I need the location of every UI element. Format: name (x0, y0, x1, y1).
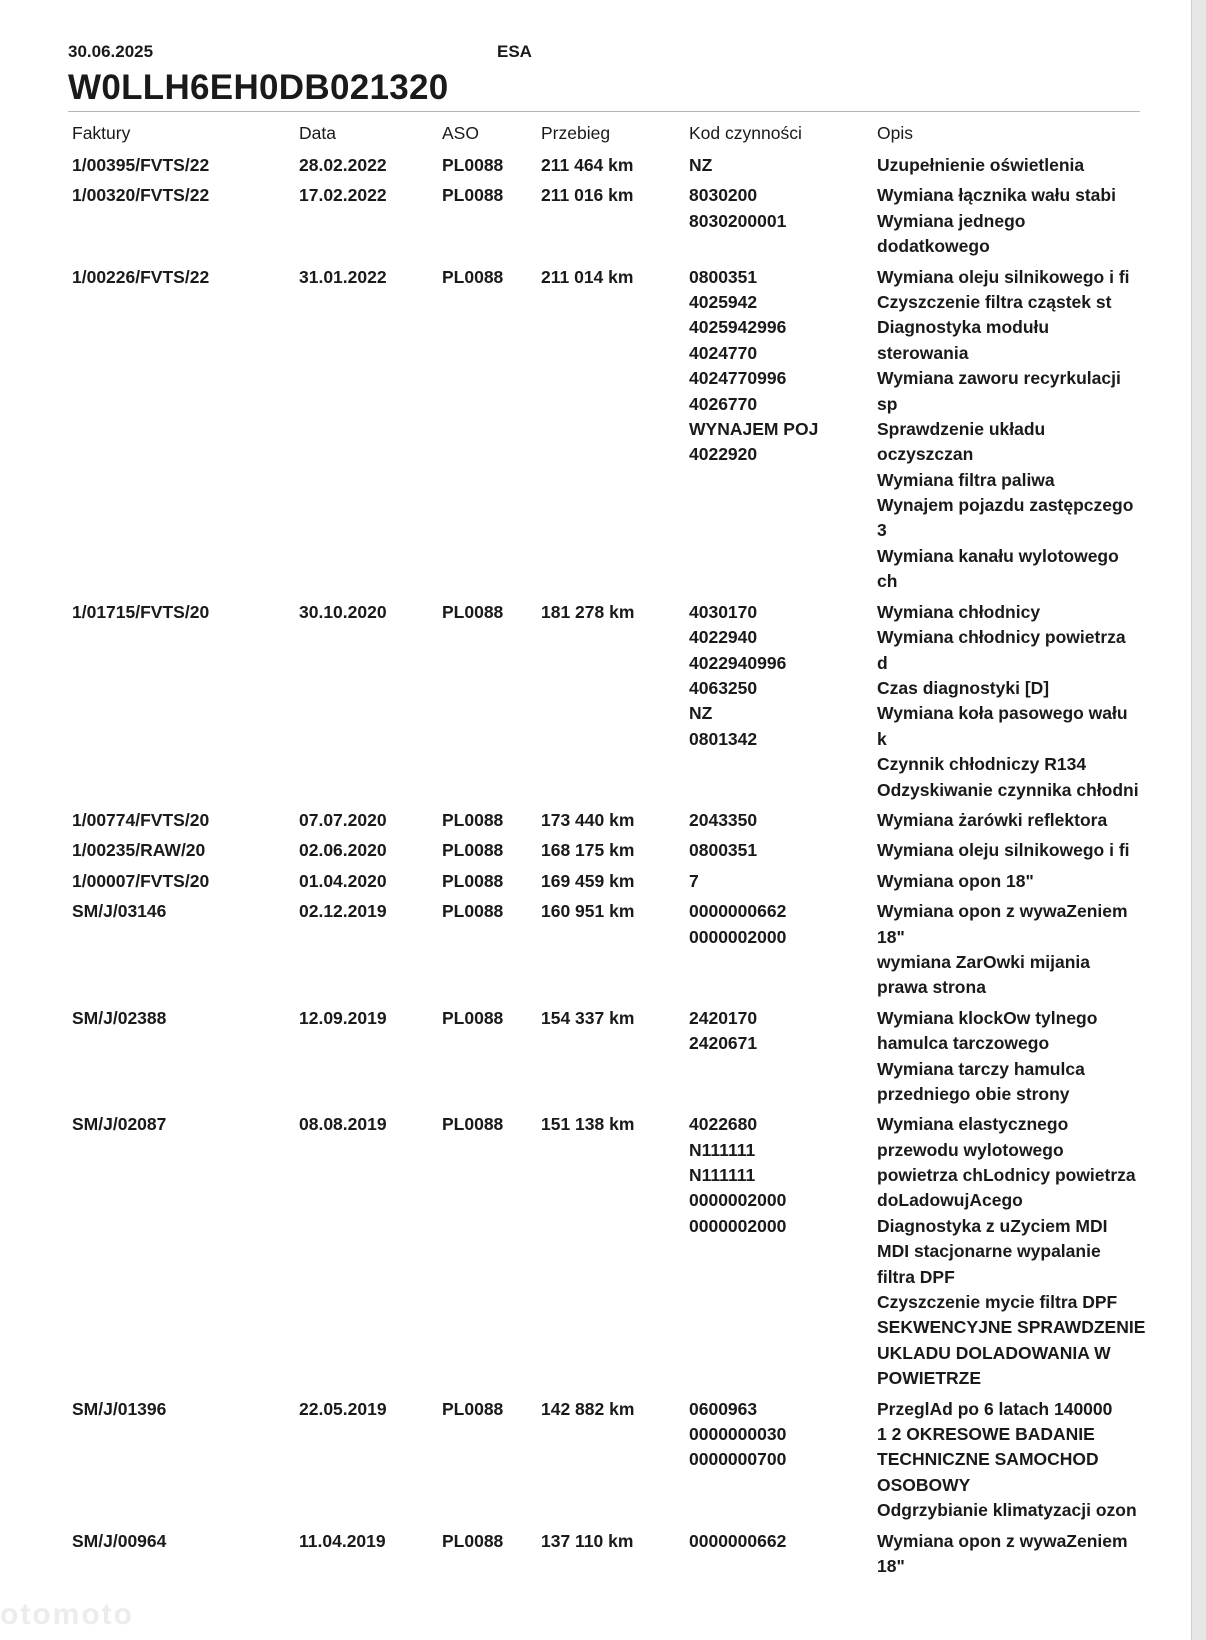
operation-code: WYNAJEM POJ (689, 418, 819, 439)
invoice-number: 1/00320/FVTS/22 (72, 185, 210, 206)
invoice-number: 1/00007/FVTS/20 (72, 870, 210, 891)
description-line: OSOBOWY (877, 1474, 971, 1495)
operation-code: 0000002000 (689, 926, 787, 947)
operation-code: 2420170 (689, 1007, 758, 1028)
operation-code: 4024770 (689, 342, 758, 363)
operation-code: 2420671 (689, 1033, 758, 1054)
operation-codes (689, 600, 786, 752)
table-row (0, 1112, 1192, 1396)
operation-code: 4030170 (689, 601, 758, 622)
mileage: 137 110 km (541, 1530, 634, 1551)
mileage: 168 175 km (541, 840, 635, 861)
operation-code: 8030200001 (689, 210, 787, 231)
operation-codes (689, 838, 757, 863)
column-header-date: Data (299, 123, 336, 143)
operation-code: 0000000030 (689, 1424, 787, 1445)
operation-code: 0000000662 (689, 901, 787, 922)
description-line: Wymiana jednego (877, 210, 1026, 231)
operation-codes (689, 899, 786, 950)
operation-description (877, 808, 1107, 833)
description-line: filtra DPF (877, 1266, 955, 1287)
table-row (0, 838, 1192, 868)
operation-description (877, 600, 1139, 803)
invoice-number: 1/00774/FVTS/20 (72, 809, 210, 830)
column-header-description: Opis (877, 123, 913, 143)
mileage: 211 464 km (541, 155, 634, 175)
operation-code: 4025942996 (689, 317, 787, 338)
column-header-invoices: Faktury (72, 123, 131, 143)
operation-description (877, 869, 1034, 894)
operation-description (877, 183, 1116, 259)
operation-code: 0800351 (689, 840, 758, 861)
page-edge (1192, 0, 1206, 1640)
invoice-number: 1/00395/FVTS/22 (72, 155, 210, 175)
description-line: Sprawdzenie układu (877, 418, 1046, 439)
service-date: 11.04.2019 (299, 1530, 386, 1551)
description-line: d (877, 652, 888, 673)
description-line: 18" (877, 1556, 905, 1577)
description-line: k (877, 728, 887, 749)
operation-code: 4022680 (689, 1114, 758, 1135)
dealer-code: PL0088 (442, 1007, 504, 1028)
dealer-code: PL0088 (442, 185, 504, 206)
table-row (0, 1006, 1192, 1113)
invoice-number: 1/00235/RAW/20 (72, 840, 206, 861)
description-line: PrzeglAd po 6 latach 140000 (877, 1398, 1113, 1419)
invoice-number: SM/J/02388 (72, 1007, 167, 1028)
mileage: 173 440 km (541, 809, 635, 830)
table-row (0, 899, 1192, 1006)
header-divider (68, 111, 1140, 112)
mileage: 181 278 km (541, 601, 635, 622)
column-header-codes: Kod czynności (689, 123, 802, 143)
operation-code: 0600963 (689, 1398, 758, 1419)
operation-codes (689, 869, 699, 894)
description-line: sp (877, 393, 898, 414)
description-line: Wymiana żarówki reflektora (877, 809, 1108, 830)
dealer-code: PL0088 (442, 809, 504, 830)
description-line: przewodu wylotowego (877, 1139, 1064, 1160)
operation-code: 0000002000 (689, 1215, 787, 1236)
service-date: 30.10.2020 (299, 601, 387, 622)
service-date: 17.02.2022 (299, 185, 387, 206)
dealer-code: PL0088 (442, 840, 504, 861)
dealer-code: PL0088 (442, 266, 504, 287)
description-line: 1 2 OKRESOWE BADANIE (877, 1424, 1095, 1445)
invoice-number: SM/J/01396 (72, 1398, 167, 1419)
operation-code: 0000002000 (689, 1190, 787, 1211)
description-line: hamulca tarczowego (877, 1033, 1050, 1054)
description-line: Odgrzybianie klimatyzacji ozon (877, 1500, 1137, 1521)
description-line: przedniego obie strony (877, 1083, 1070, 1104)
operation-code: 4022940 (689, 627, 758, 648)
operation-codes (689, 1397, 786, 1473)
description-line: Wymiana koła pasowego wału (877, 703, 1128, 724)
description-line: Wymiana tarczy hamulca (877, 1058, 1085, 1079)
operation-description (877, 1529, 1128, 1580)
description-line: sterowania (877, 342, 969, 363)
description-line: UKLADU DOLADOWANIA W (877, 1342, 1111, 1363)
service-date: 08.08.2019 (299, 1114, 387, 1135)
table-row (0, 1397, 1192, 1529)
description-line: Wymiana opon 18" (877, 870, 1034, 891)
description-line: doLadowujAcego (877, 1190, 1023, 1211)
operation-description (877, 153, 1084, 178)
dealer-code: PL0088 (442, 1398, 504, 1419)
report-source-label: ESA (497, 42, 532, 61)
description-line: Wymiana opon z wywaZeniem (877, 1530, 1128, 1551)
operation-description (877, 1397, 1137, 1524)
operation-codes (689, 265, 818, 468)
service-history-table (0, 121, 1192, 1585)
description-line: Wymiana opon z wywaZeniem (877, 901, 1128, 922)
service-date: 02.12.2019 (299, 901, 387, 922)
mileage: 160 951 km (541, 901, 635, 922)
operation-description (877, 265, 1133, 595)
dealer-code: PL0088 (442, 901, 504, 922)
operation-code: 4026770 (689, 393, 758, 414)
description-line: Diagnostyka modułu (877, 317, 1050, 338)
operation-code: N111111 (689, 1165, 756, 1186)
description-line: Wymiana filtra paliwa (877, 469, 1055, 490)
operation-code: N111111 (689, 1139, 756, 1160)
description-line: Wymiana zaworu recyrkulacji (877, 368, 1121, 389)
dealer-code: PL0088 (442, 1530, 504, 1551)
mileage: 169 459 km (541, 870, 635, 891)
description-line: Wymiana elastycznego (877, 1114, 1069, 1135)
description-line: Wymiana oleju silnikowego i fi (877, 266, 1130, 287)
operation-code: 0000000662 (689, 1530, 787, 1551)
operation-code: 7 (689, 870, 699, 891)
description-line: Diagnostyka z uZyciem MDI (877, 1215, 1108, 1236)
mileage: 151 138 km (541, 1114, 635, 1135)
operation-code: 0801342 (689, 728, 758, 749)
table-row (0, 153, 1192, 183)
mileage: 154 337 km (541, 1007, 635, 1028)
description-line: Uzupełnienie oświetlenia (877, 155, 1085, 175)
description-line: Wymiana chłodnicy powietrza (877, 627, 1126, 648)
dealer-code: PL0088 (442, 1114, 504, 1135)
service-date: 02.06.2020 (299, 840, 387, 861)
operation-code: 4022920 (689, 444, 758, 465)
operation-description (877, 838, 1130, 863)
operation-description (877, 899, 1128, 1001)
service-date: 07.07.2020 (299, 809, 387, 830)
description-line: oczyszczan (877, 444, 974, 465)
description-line: dodatkowego (877, 236, 990, 257)
operation-code: 8030200 (689, 185, 758, 206)
description-line: MDI stacjonarne wypalanie (877, 1241, 1101, 1262)
description-line: powietrza chLodnicy powietrza (877, 1165, 1136, 1186)
operation-codes (689, 1112, 786, 1239)
column-header-aso: ASO (442, 123, 479, 143)
table-header (0, 121, 1192, 153)
invoice-number: 1/00226/FVTS/22 (72, 266, 210, 287)
table-row (0, 1529, 1192, 1585)
service-date: 12.09.2019 (299, 1007, 387, 1028)
operation-codes (689, 808, 757, 833)
description-line: Wymiana oleju silnikowego i fi (877, 840, 1130, 861)
description-line: SEKWENCYJNE SPRAWDZENIE (877, 1317, 1146, 1338)
column-header-mileage: Przebieg (541, 123, 611, 143)
operation-codes (689, 1529, 786, 1554)
dealer-code: PL0088 (442, 870, 504, 891)
description-line: Wymiana chłodnicy (877, 601, 1041, 622)
description-line: Czynnik chłodniczy R134 (877, 754, 1087, 775)
operation-codes (689, 153, 712, 178)
invoice-number: SM/J/02087 (72, 1114, 167, 1135)
table-row (0, 600, 1192, 808)
description-line: Czyszczenie filtra cząstek st (877, 291, 1112, 312)
description-line: prawa strona (877, 977, 986, 998)
operation-code: NZ (689, 703, 713, 724)
mileage: 142 882 km (541, 1398, 635, 1419)
service-date: 28.02.2022 (299, 155, 387, 175)
service-date: 31.01.2022 (299, 266, 387, 287)
description-line: 3 (877, 520, 887, 541)
service-date: 01.04.2020 (299, 870, 387, 891)
operation-code: 0800351 (689, 266, 758, 287)
operation-code: 4025942 (689, 291, 758, 312)
description-line: Wymiana klockOw tylnego (877, 1007, 1098, 1028)
description-line: wymiana ZarOwki mijania (877, 951, 1090, 972)
operation-code: 4063250 (689, 677, 758, 698)
description-line: Czyszczenie mycie filtra DPF (877, 1292, 1118, 1313)
operation-code: NZ (689, 155, 713, 175)
report-date: 30.06.2025 (68, 42, 154, 61)
description-line: Czas diagnostyki [D] (877, 677, 1050, 698)
operation-description (877, 1112, 1145, 1391)
table-row (0, 183, 1192, 264)
operation-code: 2043350 (689, 809, 758, 830)
watermark-logo (0, 1598, 134, 1632)
description-line: POWIETRZE (877, 1368, 982, 1389)
table-row (0, 265, 1192, 600)
table-row (0, 869, 1192, 899)
table-row (0, 808, 1192, 838)
mileage: 211 014 km (541, 266, 634, 287)
operation-codes (689, 1006, 757, 1057)
description-line: Wymiana łącznika wału stabi (877, 185, 1116, 206)
description-line: Odzyskiwanie czynnika chłodni (877, 779, 1139, 800)
dealer-code: PL0088 (442, 601, 504, 622)
mileage: 211 016 km (541, 185, 634, 206)
description-line: Wynajem pojazdu zastępczego (877, 495, 1134, 516)
operation-code: 4024770996 (689, 368, 787, 389)
operation-description (877, 1006, 1097, 1108)
invoice-number: SM/J/00964 (72, 1530, 167, 1551)
watermark-text: otomoto (0, 1598, 134, 1631)
operation-codes (689, 183, 786, 234)
invoice-number: SM/J/03146 (72, 901, 167, 922)
dealer-code: PL0088 (442, 155, 504, 175)
description-line: ch (877, 571, 898, 592)
description-line: 18" (877, 926, 905, 947)
description-line: Wymiana kanału wylotowego (877, 545, 1119, 566)
invoice-number: 1/01715/FVTS/20 (72, 601, 210, 622)
operation-code: 0000000700 (689, 1449, 787, 1470)
operation-code: 4022940996 (689, 652, 787, 673)
vin-number: W0LLH6EH0DB021320 (68, 68, 449, 107)
description-line: TECHNICZNE SAMOCHOD (877, 1449, 1099, 1470)
service-date: 22.05.2019 (299, 1398, 387, 1419)
